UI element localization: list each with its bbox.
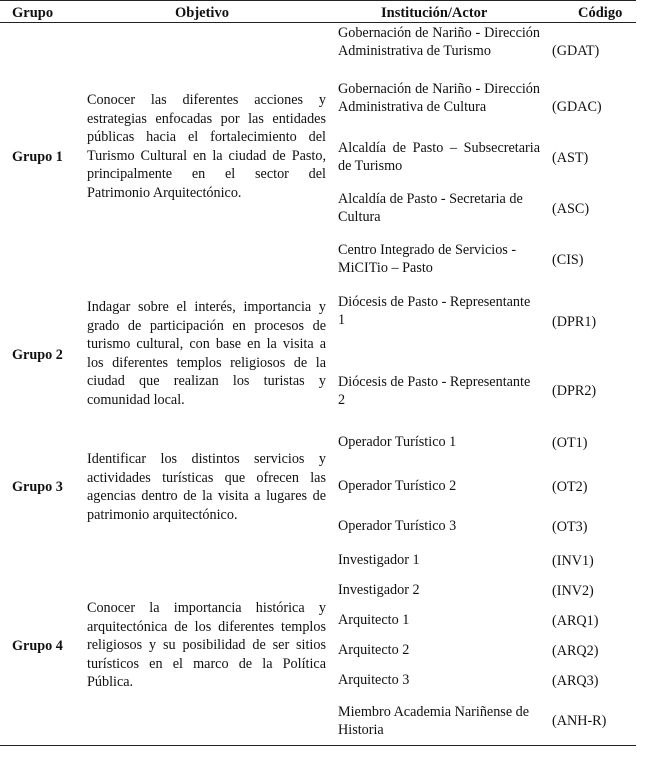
actor-code: (INV2): [552, 583, 594, 599]
actor-code: (ASC): [552, 201, 590, 217]
actor-name: Alcaldía de Pasto - Secretaria de Cultura: [338, 191, 523, 225]
actor-code: (ARQ1): [552, 613, 599, 629]
actor-name: Alcaldía de Pasto – Subsecretaria de Turismo: [338, 140, 540, 174]
header-objetivo: Objetivo: [175, 5, 229, 21]
actor-name: Operador Turístico 3: [338, 518, 457, 534]
actor-code: (ARQ2): [552, 643, 599, 659]
actor-code: (OT1): [552, 435, 588, 451]
group-label: Grupo 1: [12, 149, 63, 165]
actor-name: Investigador 2: [338, 582, 420, 598]
header-institucion: Institución/Actor: [381, 5, 488, 21]
actor-name: Diócesis de Pasto - Representante 2: [338, 374, 531, 408]
actor-code: (GDAC): [552, 99, 602, 115]
group-objective: Conocer la importancia histórica y arquitectónica de los diferentes templos religiosos y su posibilidad de ser sitios turísticos en el marco de la Política Pública.: [87, 600, 326, 690]
actor-name: Operador Turístico 2: [338, 478, 457, 494]
actor-name: Miembro Academia Nariñense de Historia: [338, 704, 530, 738]
actor-name: Arquitecto 3: [338, 672, 410, 688]
group-label: Grupo 2: [12, 347, 63, 363]
actor-name: Gobernación de Nariño - Dirección Administrativa de Cultura: [338, 81, 540, 115]
actor-code: (CIS): [552, 252, 584, 268]
actor-name: Operador Turístico 1: [338, 434, 457, 450]
group-label: Grupo 3: [12, 479, 63, 495]
actor-code: (ARQ3): [552, 673, 599, 689]
group-objective: Indagar sobre el interés, importancia y grado de participación en procesos de turismo cultural, con base en la visita a los diferentes templos religiosos de la ciudad que realizan los turistas y comunidad local.: [87, 299, 326, 408]
actor-code: (AST): [552, 150, 589, 166]
header-codigo: Código: [578, 5, 623, 21]
actor-code: (GDAT): [552, 43, 600, 59]
actor-name: Diócesis de Pasto - Representante 1: [338, 294, 531, 328]
header-rule: [0, 22, 636, 23]
group-objective: Conocer las diferentes acciones y estrategias enfocadas por las entidades públicas hacia el fortalecimiento del Turismo Cultural en la ciudad de Pasto, principalmente en el sector del Patrimonio Arquitectónico.: [87, 92, 326, 201]
bottom-rule: [0, 745, 636, 746]
actor-code: (OT2): [552, 479, 588, 495]
header-grupo: Grupo: [12, 5, 54, 21]
actor-name: Centro Integrado de Servicios - MiCITio – Pasto: [338, 242, 517, 276]
actor-name: Investigador 1: [338, 552, 420, 568]
actor-code: (ANH-R): [552, 713, 607, 729]
actor-code: (DPR1): [552, 314, 597, 330]
group-label: Grupo 4: [12, 638, 63, 654]
actor-name: Arquitecto 2: [338, 642, 410, 658]
top-rule: [0, 0, 636, 1]
group-objective: Identificar los distintos servicios y actividades turísticas que ofrecen las agencias dentro de la visita a lugares de patrimonio arquitectónico.: [87, 451, 326, 523]
actor-code: (OT3): [552, 519, 588, 535]
actor-name: Arquitecto 1: [338, 612, 410, 628]
actor-code: (DPR2): [552, 383, 597, 399]
actor-name: Gobernación de Nariño - Dirección Administrativa de Turismo: [338, 25, 540, 59]
actor-code: (INV1): [552, 553, 594, 569]
